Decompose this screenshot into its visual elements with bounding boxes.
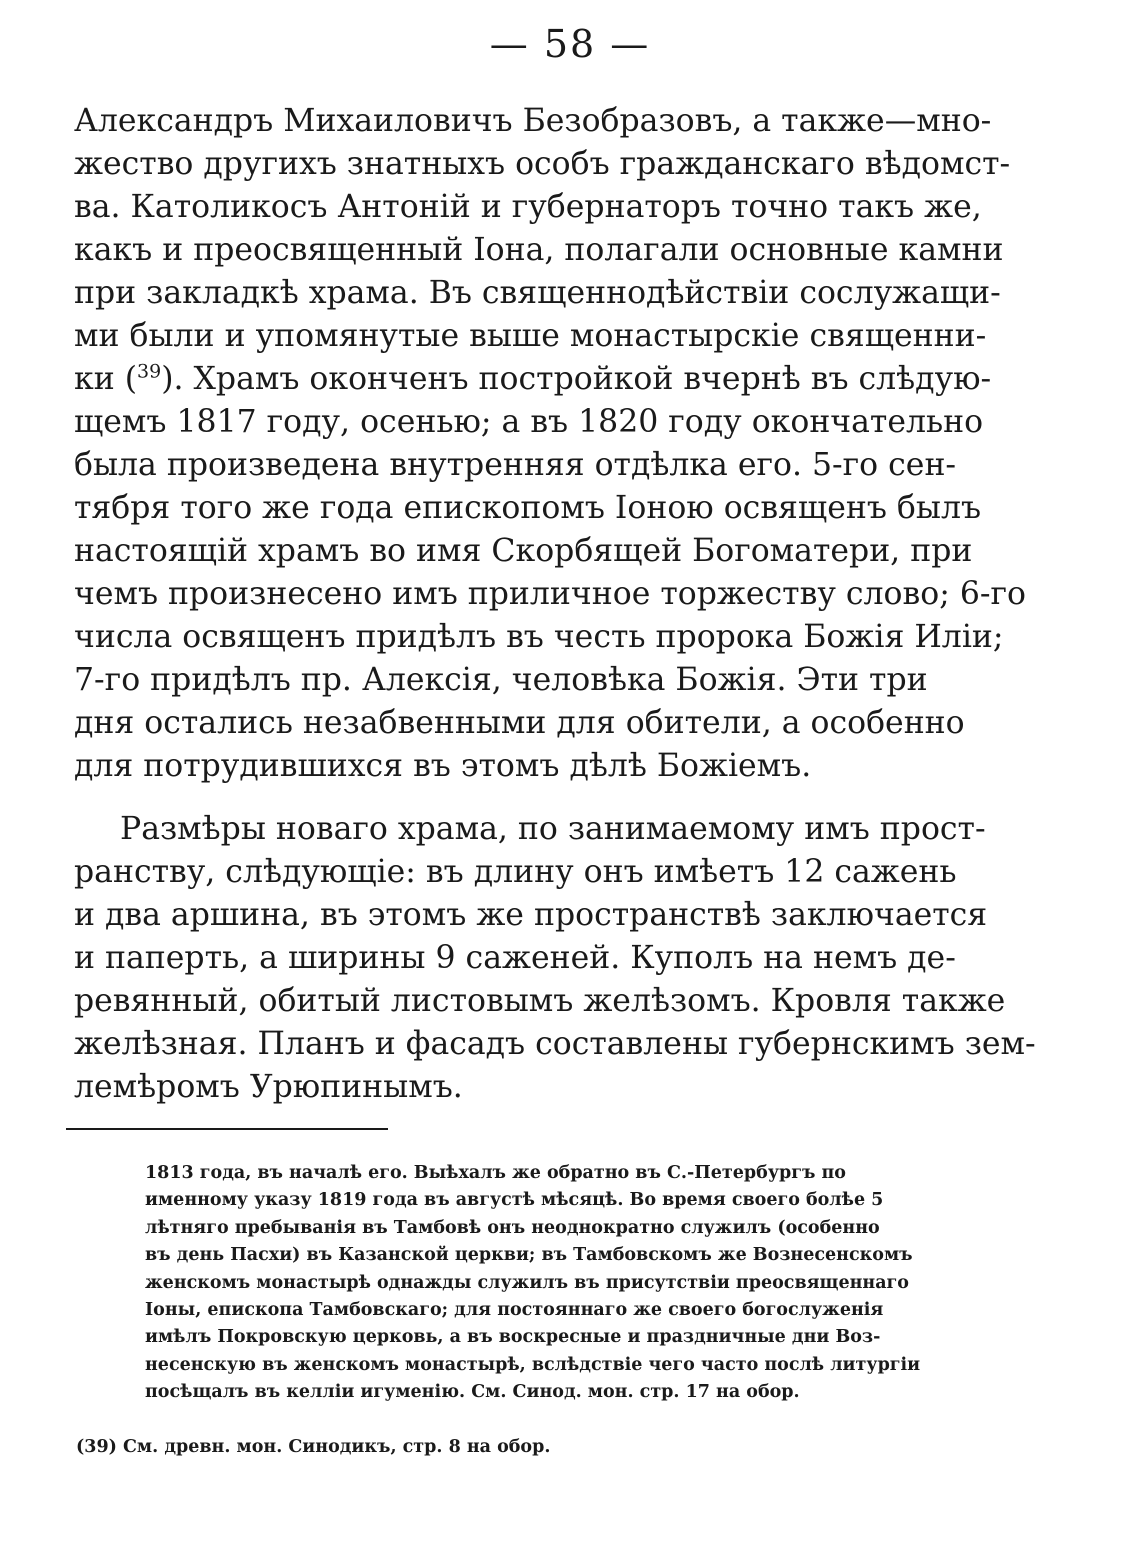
text-line: Размѣры новаго храма, по занимаемому имъ прост-: [120, 811, 986, 847]
text-line: настоящій храмъ во имя Скорбящей Богоматери, при: [74, 533, 973, 569]
footnote-line: именному указу 1819 года въ августѣ мѣсяцѣ. Во время своего болѣе 5: [145, 1190, 884, 1211]
text-line-with-footnote-ref: [74, 358, 1064, 401]
text-line: ранству, слѣдующіе: въ длину онъ имѣетъ 12 сажень: [74, 854, 957, 890]
main-paragraph-1: [74, 100, 1064, 788]
footnote-reference: 39: [137, 360, 162, 383]
footnote-line: посѣщалъ въ келліи игуменію. См. Синод. мон. стр. 17 на обор.: [145, 1382, 800, 1403]
footnote-39: (39) См. древн. мон. Синодикъ, стр. 8 на обор.: [76, 1437, 551, 1457]
text-line: Александръ Михаиловичъ Безобразовъ, а также—мно-: [74, 103, 992, 139]
footnote-line: 1813 года, въ началѣ его. Выѣхалъ же обратно въ С.-Петербургъ по: [145, 1163, 846, 1183]
text-line: дня остались незабвенными для обители, а особенно: [74, 705, 965, 741]
text-line: тября того же года епископомъ Іоною освященъ былъ: [74, 490, 981, 526]
text-line: жество другихъ знатныхъ особъ гражданскаго вѣдомст-: [74, 146, 1011, 182]
text-line: была произведена внутренняя отдѣлка его. 5-го сен-: [74, 447, 957, 483]
footnote-line: женскомъ монастырѣ однажды служилъ въ присутствіи преосвященнаго: [145, 1272, 909, 1293]
page-number: — 58 —: [489, 22, 651, 66]
text-line: ревянный, обитый листовымъ желѣзомъ. Кровля также: [74, 983, 1006, 1019]
text-line: чемъ произнесено имъ приличное торжеству слово; 6-го: [74, 576, 1026, 612]
text-line: при закладкѣ храма. Въ священнодѣйствіи сослужащи-: [74, 275, 1001, 311]
footnote-line: имѣлъ Покровскую церковь, а въ воскресные и праздничные дни Воз-: [145, 1327, 881, 1348]
footnote-line: въ день Пасхи) въ Казанской церкви; въ Тамбовскомъ же Вознесенскомъ: [145, 1245, 913, 1266]
main-paragraph-2: [74, 808, 1064, 1109]
text-line: и два аршина, въ этомъ же пространствѣ заключается: [74, 897, 988, 933]
footnote-line: Іоны, епископа Тамбовскаго; для постояннаго же своего богослуженія: [145, 1300, 884, 1321]
text-line: какъ и преосвященный Іона, полагали основные камни: [74, 232, 1004, 268]
text-fragment: ). Храмъ оконченъ постройкой вчернѣ въ слѣдую-: [161, 361, 992, 397]
text-line: щемъ 1817 году, осенью; а въ 1820 году окончательно: [74, 404, 984, 440]
text-fragment: ки (: [74, 361, 137, 397]
text-line: лемѣромъ Урюпинымъ.: [74, 1069, 463, 1105]
text-line: желѣзная. Планъ и фасадъ составлены губернскимъ зем-: [74, 1026, 1036, 1062]
text-line: для потрудившихся въ этомъ дѣлѣ Божіемъ.: [74, 748, 812, 784]
text-line: 7-го придѣлъ пр. Алексія, человѣка Божія. Эти три: [74, 662, 928, 698]
text-line: ва. Католикосъ Антоній и губернаторъ точно такъ же,: [74, 189, 982, 225]
text-line: числа освященъ придѣлъ въ честь пророка Божія Иліи;: [74, 619, 1004, 655]
footnote-line: лѣтняго пребыванія въ Тамбовѣ онъ неоднократно служилъ (особенно: [145, 1217, 880, 1238]
footnote-continuation: [145, 1160, 1045, 1407]
footnote-divider: [66, 1128, 388, 1130]
footnote-line: несенскую въ женскомъ монастырѣ, вслѣдствіе чего часто послѣ литургіи: [145, 1354, 921, 1375]
text-line: и паперть, а ширины 9 саженей. Куполъ на немъ де-: [74, 940, 956, 976]
text-line: ми были и упомянутые выше монастырскіе священни-: [74, 318, 987, 354]
